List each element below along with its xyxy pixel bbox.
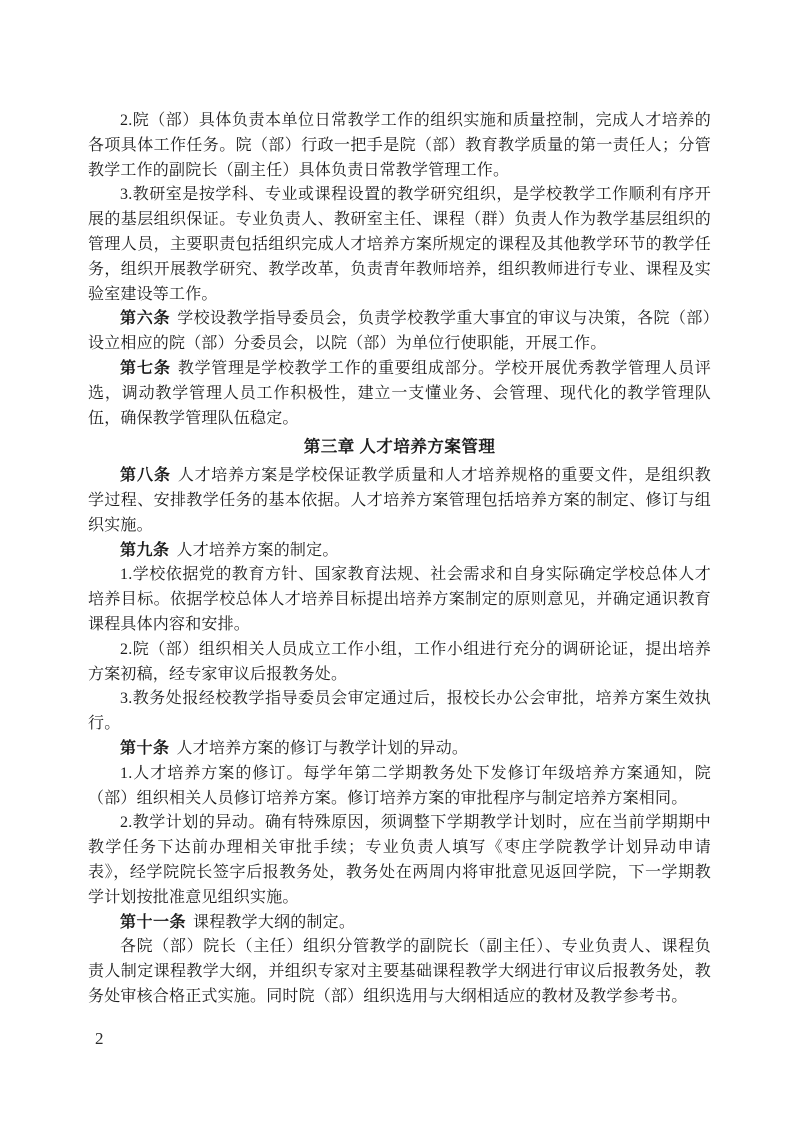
paragraph xyxy=(88,638,711,688)
paragraph-text: 3.教务处报经校教学指导委员会审定通过后，报校长办公会审批，培养方案生效执行。 xyxy=(88,690,711,733)
paragraph xyxy=(88,762,711,812)
paragraph xyxy=(88,183,711,307)
paragraph xyxy=(88,109,711,183)
article-number: 第六条 xyxy=(120,310,171,328)
paragraph-text: 2.教学计划的异动。确有特殊原因，须调整下学期教学计划时，应在当前学期期中教学任务下达前办理相关审批手续；专业负责人填写《枣庄学院教学计划异动申请表》，经学院院长签字后报教务处，教务处在两周内将审批意见返回学院，下一学期教学计划按批准意见组织实施。 xyxy=(88,814,711,906)
paragraph-text: 1.学校依据党的教育方针、国家教育法规、社会需求和自身实际确定学校总体人才培养目标。依据学校总体人才培养目标提出培养方案制定的原则意见，并确定通识教育课程具体内容和安排。 xyxy=(88,566,711,633)
paragraph-text: 2.院（部）具体负责本单位日常教学工作的组织实施和质量控制，完成人才培养的各项具体工作任务。院（部）行政一把手是院（部）教育教学质量的第一责任人；分管教学工作的副院长（副主任）具体负责日常教学管理工作。 xyxy=(88,112,711,179)
article-number: 第九条 xyxy=(120,541,170,559)
paragraph xyxy=(88,357,711,431)
paragraph xyxy=(88,737,711,762)
paragraph-text: 人才培养方案的制定。 xyxy=(176,541,339,559)
article-number: 第八条 xyxy=(120,467,171,485)
paragraph-text: 课程教学大纲的制定。 xyxy=(193,913,356,931)
chapter-heading-text: 第三章 人才培养方案管理 xyxy=(303,437,496,457)
document-body xyxy=(88,109,711,1010)
paragraph-text: 学校设教学指导委员会，负责学校教学重大事宜的审议与决策，各院（部）设立相应的院（部）分委员会，以院（部）为单位行使职能，开展工作。 xyxy=(88,310,711,353)
page-number: 2 xyxy=(95,1029,104,1048)
article-number: 第七条 xyxy=(120,359,171,377)
paragraph-text: 2.院（部）组织相关人员成立工作小组，工作小组进行充分的调研论证，提出培养方案初稿，经专家审议后报教务处。 xyxy=(88,640,711,683)
paragraph xyxy=(88,563,711,637)
paragraph xyxy=(88,307,711,357)
paragraph xyxy=(88,539,711,564)
article-number: 第十一条 xyxy=(120,913,187,931)
chapter-heading xyxy=(88,435,711,460)
paragraph-text: 3.教研室是按学科、专业或课程设置的教学研究组织，是学校教学工作顺利有序开展的基层组织保证。专业负责人、教研室主任、课程（群）负责人作为教学基层组织的管理人员，主要职责包括组织完成人才培养方案所规定的课程及其他教学环节的教学任务，组织开展教学研究、教学改革，负责青年教师培养，组织教师进行专业、课程及实验室建设等工作。 xyxy=(88,186,711,303)
paragraph xyxy=(88,811,711,910)
paragraph-text: 教学管理是学校教学工作的重要组成部分。学校开展优秀教学管理人员评选，调动教学管理人员工作积极性，建立一支懂业务、会管理、现代化的教学管理队伍，确保教学管理队伍稳定。 xyxy=(88,359,711,427)
article-number: 第十条 xyxy=(120,739,170,757)
paragraph xyxy=(88,911,711,936)
paragraph-text: 人才培养方案是学校保证教学质量和人才培养规格的重要文件，是组织教学过程、安排教学任务的基本依据。人才培养方案管理包括培养方案的制定、修订与组织实施。 xyxy=(88,467,711,534)
paragraph-text: 1.人才培养方案的修订。每学年第二学期教务处下发修订年级培养方案通知，院（部）组织相关人员修订培养方案。修订培养方案的审批程序与制定培养方案相同。 xyxy=(88,764,711,807)
paragraph-text: 各院（部）院长（主任）组织分管教学的副院长（副主任）、专业负责人、课程负责人制定课程教学大纲，并组织专家对主要基础课程教学大纲进行审议后报教务处，教务处审核合格正式实施。同时院（部）组织选用与大纲相适应的教材及教学参考书。 xyxy=(88,938,711,1005)
paragraph xyxy=(88,464,711,538)
paragraph-text: 人才培养方案的修订与教学计划的异动。 xyxy=(176,739,469,757)
paragraph xyxy=(88,687,711,737)
paragraph xyxy=(88,935,711,1009)
